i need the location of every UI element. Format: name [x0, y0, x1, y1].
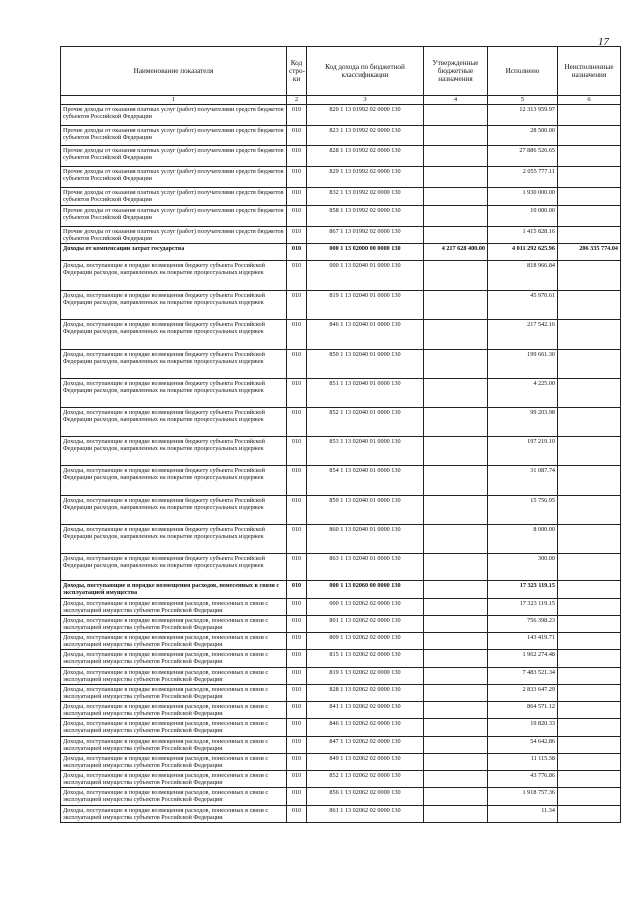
- indicator-cell: Прочие доходы от оказания платных услуг (работ) получателями средств бюджетов субъектов Российской Федерации: [61, 167, 287, 188]
- approved-cell: [424, 667, 488, 684]
- indicator-cell: Доходы, поступающие в порядке возмещения расходов, понесенных в связи с эксплуатацией имущества субъектов Российской Федерации: [61, 615, 287, 632]
- indicator-cell: Доходы, поступающие в порядке возмещения бюджету субъекта Российской Федерации расходов, направленных на покрытие процессуальных издержек: [61, 291, 287, 320]
- executed-cell: 11.34: [488, 805, 558, 822]
- approved-cell: [424, 633, 488, 650]
- table-row: [61, 805, 621, 822]
- table-row: [61, 466, 621, 496]
- unexecuted-cell: [558, 188, 621, 206]
- indicator-cell: Доходы, поступающие в порядке возмещения расходов, понесенных в связи с эксплуатацией имущества субъектов Российской Федерации: [61, 788, 287, 805]
- income-code-cell: 819 1 13 02062 02 0000 130: [307, 667, 424, 684]
- line-code-cell: 010: [287, 650, 307, 667]
- approved-cell: [424, 261, 488, 291]
- indicator-cell: Доходы, поступающие в порядке возмещения расходов, понесенных в связи с эксплуатацией имущества субъектов Российской Федерации: [61, 805, 287, 822]
- income-code-cell: 867 1 13 01992 02 0000 130: [307, 227, 424, 244]
- column-header-indicator: Наименование показателя: [61, 47, 287, 96]
- line-code-cell: 010: [287, 684, 307, 701]
- line-code-cell: 010: [287, 496, 307, 525]
- line-code-cell: 010: [287, 320, 307, 350]
- table-row: [61, 105, 621, 126]
- approved-cell: [424, 379, 488, 408]
- table-row: [61, 753, 621, 770]
- approved-cell: [424, 408, 488, 437]
- income-code-cell: 847 1 13 02062 02 0000 130: [307, 736, 424, 753]
- approved-cell: [424, 206, 488, 227]
- executed-cell: 199 661.30: [488, 350, 558, 379]
- executed-cell: 864 571.12: [488, 702, 558, 719]
- income-code-cell: 852 1 13 02062 02 0000 130: [307, 771, 424, 788]
- indicator-cell: Доходы, поступающие в порядке возмещения бюджету субъекта Российской Федерации расходов, направленных на покрытие процессуальных издержек: [61, 554, 287, 581]
- column-number: 4: [424, 96, 488, 105]
- unexecuted-cell: [558, 525, 621, 554]
- indicator-cell: Прочие доходы от оказания платных услуг (работ) получателями средств бюджетов субъектов Российской Федерации: [61, 188, 287, 206]
- table-row: [61, 146, 621, 167]
- unexecuted-cell: [558, 684, 621, 701]
- indicator-cell: Доходы, поступающие в порядке возмещения расходов, понесенных в связи с эксплуатацией имущества субъектов Российской Федерации: [61, 684, 287, 701]
- approved-cell: [424, 771, 488, 788]
- line-code-cell: 010: [287, 105, 307, 126]
- unexecuted-cell: [558, 437, 621, 466]
- unexecuted-cell: [558, 633, 621, 650]
- approved-cell: [424, 126, 488, 146]
- executed-cell: 12 313 959.97: [488, 105, 558, 126]
- approved-cell: [424, 188, 488, 206]
- line-code-cell: 010: [287, 771, 307, 788]
- line-code-cell: 010: [287, 379, 307, 408]
- executed-cell: 45 970.61: [488, 291, 558, 320]
- income-code-cell: 809 1 13 02062 02 0000 130: [307, 633, 424, 650]
- table-row: [61, 244, 621, 261]
- line-code-cell: 010: [287, 702, 307, 719]
- unexecuted-cell: [558, 598, 621, 615]
- indicator-cell: Доходы, поступающие в порядке возмещения расходов, понесенных в связи с эксплуатацией имущества: [61, 581, 287, 598]
- table-row: [61, 496, 621, 525]
- indicator-cell: Прочие доходы от оказания платных услуг (работ) получателями средств бюджетов субъектов Российской Федерации: [61, 105, 287, 126]
- executed-cell: 15 756.95: [488, 496, 558, 525]
- table-row: [61, 702, 621, 719]
- executed-cell: 217 542.16: [488, 320, 558, 350]
- income-code-cell: 849 1 13 02062 02 0000 130: [307, 753, 424, 770]
- approved-cell: [424, 650, 488, 667]
- executed-cell: 7 483 521.34: [488, 667, 558, 684]
- line-code-cell: 010: [287, 554, 307, 581]
- income-code-cell: 846 1 13 02062 02 0000 130: [307, 719, 424, 736]
- table-row: [61, 188, 621, 206]
- unexecuted-cell: [558, 788, 621, 805]
- approved-cell: [424, 167, 488, 188]
- line-code-cell: 010: [287, 719, 307, 736]
- column-header-line-code: Код стро-ки: [287, 47, 307, 96]
- approved-cell: [424, 702, 488, 719]
- table-row: [61, 771, 621, 788]
- indicator-cell: Доходы, поступающие в порядке возмещения расходов, понесенных в связи с эксплуатацией имущества субъектов Российской Федерации: [61, 667, 287, 684]
- executed-cell: 10 000.00: [488, 206, 558, 227]
- column-header-unexecuted: Неисполненные назначения: [558, 47, 621, 96]
- income-code-cell: 828 1 13 02062 02 0000 130: [307, 684, 424, 701]
- table-row: [61, 408, 621, 437]
- line-code-cell: 010: [287, 615, 307, 632]
- line-code-cell: 010: [287, 350, 307, 379]
- approved-cell: [424, 146, 488, 167]
- table-row: [61, 554, 621, 581]
- executed-cell: 143 419.71: [488, 633, 558, 650]
- indicator-cell: Доходы, поступающие в порядке возмещения расходов, понесенных в связи с эксплуатацией имущества субъектов Российской Федерации: [61, 650, 287, 667]
- line-code-cell: 010: [287, 227, 307, 244]
- executed-cell: 2 833 647.29: [488, 684, 558, 701]
- indicator-cell: Доходы, поступающие в порядке возмещения бюджету субъекта Российской Федерации расходов, направленных на покрытие процессуальных издержек: [61, 379, 287, 408]
- executed-cell: 99 203.98: [488, 408, 558, 437]
- table-row: [61, 650, 621, 667]
- unexecuted-cell: [558, 615, 621, 632]
- unexecuted-cell: [558, 581, 621, 598]
- approved-cell: [424, 598, 488, 615]
- executed-cell: 2 055 777.11: [488, 167, 558, 188]
- income-code-cell: 860 1 13 02040 01 0000 130: [307, 525, 424, 554]
- executed-cell: 1 930 000.00: [488, 188, 558, 206]
- line-code-cell: 010: [287, 736, 307, 753]
- column-number-row: [61, 96, 621, 105]
- approved-cell: [424, 496, 488, 525]
- table-row: [61, 667, 621, 684]
- indicator-cell: Доходы, поступающие в порядке возмещения бюджету субъекта Российской Федерации расходов, направленных на покрытие процессуальных издержек: [61, 350, 287, 379]
- income-code-cell: 819 1 13 02040 01 0000 130: [307, 291, 424, 320]
- line-code-cell: 010: [287, 206, 307, 227]
- column-number: 2: [287, 96, 307, 105]
- executed-cell: 4 011 292 625.96: [488, 244, 558, 261]
- line-code-cell: 010: [287, 408, 307, 437]
- income-code-cell: 000 1 13 02040 01 0000 130: [307, 261, 424, 291]
- line-code-cell: 010: [287, 753, 307, 770]
- page-number: 17: [598, 36, 609, 48]
- table-row: [61, 261, 621, 291]
- table-row: [61, 350, 621, 379]
- approved-cell: [424, 581, 488, 598]
- executed-cell: 756 398.23: [488, 615, 558, 632]
- income-code-cell: 853 1 13 02040 01 0000 130: [307, 437, 424, 466]
- table-row: [61, 736, 621, 753]
- unexecuted-cell: [558, 496, 621, 525]
- executed-cell: 27 886 526.65: [488, 146, 558, 167]
- approved-cell: [424, 615, 488, 632]
- column-number: 6: [558, 96, 621, 105]
- unexecuted-cell: [558, 466, 621, 496]
- indicator-cell: Доходы, поступающие в порядке возмещения расходов, понесенных в связи с эксплуатацией имущества субъектов Российской Федерации: [61, 753, 287, 770]
- approved-cell: [424, 719, 488, 736]
- unexecuted-cell: [558, 105, 621, 126]
- income-code-cell: 859 1 13 02040 01 0000 130: [307, 496, 424, 525]
- unexecuted-cell: 206 335 774.04: [558, 244, 621, 261]
- unexecuted-cell: [558, 702, 621, 719]
- indicator-cell: Доходы, поступающие в порядке возмещения бюджету субъекта Российской Федерации расходов, направленных на покрытие процессуальных издержек: [61, 320, 287, 350]
- executed-cell: 300.00: [488, 554, 558, 581]
- line-code-cell: 010: [287, 466, 307, 496]
- executed-cell: 19 820.33: [488, 719, 558, 736]
- column-header-income-code: Код дохода по бюджетной классификации: [307, 47, 424, 96]
- approved-cell: [424, 554, 488, 581]
- income-code-cell: 851 1 13 02040 01 0000 130: [307, 379, 424, 408]
- unexecuted-cell: [558, 320, 621, 350]
- executed-cell: 28 500.00: [488, 126, 558, 146]
- income-code-cell: 846 1 13 02040 01 0000 130: [307, 320, 424, 350]
- line-code-cell: 010: [287, 633, 307, 650]
- budget-execution-table: [60, 46, 621, 823]
- line-code-cell: 010: [287, 437, 307, 466]
- unexecuted-cell: [558, 350, 621, 379]
- table-body: [61, 105, 621, 823]
- column-header-executed: Исполнено: [488, 47, 558, 96]
- table-row: [61, 227, 621, 244]
- table-row: [61, 291, 621, 320]
- indicator-cell: Доходы от компенсации затрат государства: [61, 244, 287, 261]
- line-code-cell: 010: [287, 167, 307, 188]
- income-code-cell: 820 1 13 01992 02 0000 130: [307, 105, 424, 126]
- indicator-cell: Доходы, поступающие в порядке возмещения бюджету субъекта Российской Федерации расходов, направленных на покрытие процессуальных издержек: [61, 261, 287, 291]
- table-row: [61, 206, 621, 227]
- line-code-cell: 010: [287, 788, 307, 805]
- unexecuted-cell: [558, 227, 621, 244]
- indicator-cell: Прочие доходы от оказания платных услуг (работ) получателями средств бюджетов субъектов Российской Федерации: [61, 126, 287, 146]
- executed-cell: 4 225.00: [488, 379, 558, 408]
- unexecuted-cell: [558, 667, 621, 684]
- table-row: [61, 320, 621, 350]
- line-code-cell: 010: [287, 598, 307, 615]
- approved-cell: [424, 736, 488, 753]
- unexecuted-cell: [558, 805, 621, 822]
- unexecuted-cell: [558, 554, 621, 581]
- income-code-cell: 829 1 13 01992 02 0000 130: [307, 167, 424, 188]
- table-row: [61, 437, 621, 466]
- line-code-cell: 010: [287, 291, 307, 320]
- unexecuted-cell: [558, 379, 621, 408]
- executed-cell: 43 776.86: [488, 771, 558, 788]
- table-row: [61, 684, 621, 701]
- table-row: [61, 126, 621, 146]
- column-number: 3: [307, 96, 424, 105]
- unexecuted-cell: [558, 291, 621, 320]
- table-row: [61, 719, 621, 736]
- unexecuted-cell: [558, 206, 621, 227]
- unexecuted-cell: [558, 650, 621, 667]
- line-code-cell: 010: [287, 581, 307, 598]
- unexecuted-cell: [558, 736, 621, 753]
- table-row: [61, 379, 621, 408]
- table-row: [61, 615, 621, 632]
- executed-cell: 31 087.74: [488, 466, 558, 496]
- line-code-cell: 010: [287, 244, 307, 261]
- indicator-cell: Доходы, поступающие в порядке возмещения расходов, понесенных в связи с эксплуатацией имущества субъектов Российской Федерации: [61, 736, 287, 753]
- line-code-cell: 010: [287, 805, 307, 822]
- table-row: [61, 525, 621, 554]
- unexecuted-cell: [558, 753, 621, 770]
- unexecuted-cell: [558, 408, 621, 437]
- income-code-cell: 856 1 13 02062 02 0000 130: [307, 788, 424, 805]
- income-code-cell: 858 1 13 01992 02 0000 130: [307, 206, 424, 227]
- approved-cell: [424, 227, 488, 244]
- executed-cell: 1 918 757.36: [488, 788, 558, 805]
- column-number: 1: [61, 96, 287, 105]
- income-code-cell: 863 1 13 02040 01 0000 130: [307, 554, 424, 581]
- unexecuted-cell: [558, 261, 621, 291]
- indicator-cell: Доходы, поступающие в порядке возмещения расходов, понесенных в связи с эксплуатацией имущества субъектов Российской Федерации: [61, 633, 287, 650]
- income-code-cell: 000 1 13 02062 02 0000 130: [307, 598, 424, 615]
- executed-cell: 17 323 119.15: [488, 581, 558, 598]
- indicator-cell: Доходы, поступающие в порядке возмещения бюджету субъекта Российской Федерации расходов, направленных на покрытие процессуальных издержек: [61, 466, 287, 496]
- table-row: [61, 633, 621, 650]
- unexecuted-cell: [558, 771, 621, 788]
- approved-cell: [424, 291, 488, 320]
- approved-cell: [424, 320, 488, 350]
- executed-cell: 8 000.00: [488, 525, 558, 554]
- unexecuted-cell: [558, 719, 621, 736]
- executed-cell: 197 219.10: [488, 437, 558, 466]
- line-code-cell: 010: [287, 261, 307, 291]
- income-code-cell: 854 1 13 02040 01 0000 130: [307, 466, 424, 496]
- executed-cell: 818 966.84: [488, 261, 558, 291]
- line-code-cell: 010: [287, 525, 307, 554]
- approved-cell: [424, 350, 488, 379]
- executed-cell: 1 415 828.16: [488, 227, 558, 244]
- income-code-cell: 841 1 13 02062 02 0000 130: [307, 702, 424, 719]
- table-row: [61, 788, 621, 805]
- income-code-cell: 815 1 13 02062 02 0000 130: [307, 650, 424, 667]
- approved-cell: [424, 788, 488, 805]
- income-code-cell: 832 1 13 01992 02 0000 130: [307, 188, 424, 206]
- income-code-cell: 850 1 13 02040 01 0000 130: [307, 350, 424, 379]
- approved-cell: [424, 753, 488, 770]
- approved-cell: [424, 466, 488, 496]
- income-code-cell: 801 1 13 02062 02 0000 130: [307, 615, 424, 632]
- unexecuted-cell: [558, 146, 621, 167]
- indicator-cell: Доходы, поступающие в порядке возмещения бюджету субъекта Российской Федерации расходов, направленных на покрытие процессуальных издержек: [61, 437, 287, 466]
- line-code-cell: 010: [287, 667, 307, 684]
- unexecuted-cell: [558, 126, 621, 146]
- table-row: [61, 167, 621, 188]
- line-code-cell: 010: [287, 146, 307, 167]
- approved-cell: [424, 805, 488, 822]
- indicator-cell: Доходы, поступающие в порядке возмещения бюджету субъекта Российской Федерации расходов, направленных на покрытие процессуальных издержек: [61, 525, 287, 554]
- approved-cell: [424, 437, 488, 466]
- approved-cell: [424, 525, 488, 554]
- indicator-cell: Прочие доходы от оказания платных услуг (работ) получателями средств бюджетов субъектов Российской Федерации: [61, 146, 287, 167]
- indicator-cell: Доходы, поступающие в порядке возмещения бюджету субъекта Российской Федерации расходов, направленных на покрытие процессуальных издержек: [61, 408, 287, 437]
- line-code-cell: 010: [287, 126, 307, 146]
- table-row: [61, 598, 621, 615]
- table-header-row: [61, 47, 621, 96]
- income-code-cell: 828 1 13 01992 02 0000 130: [307, 146, 424, 167]
- approved-cell: [424, 105, 488, 126]
- income-code-cell: 852 1 13 02040 01 0000 130: [307, 408, 424, 437]
- income-code-cell: 823 1 13 01992 02 0000 130: [307, 126, 424, 146]
- column-header-approved: Утвержденные бюджетные назначения: [424, 47, 488, 96]
- income-code-cell: 000 1 13 02060 00 0000 130: [307, 581, 424, 598]
- indicator-cell: Доходы, поступающие в порядке возмещения расходов, понесенных в связи с эксплуатацией имущества субъектов Российской Федерации: [61, 719, 287, 736]
- approved-cell: [424, 684, 488, 701]
- indicator-cell: Доходы, поступающие в порядке возмещения расходов, понесенных в связи с эксплуатацией имущества субъектов Российской Федерации: [61, 598, 287, 615]
- executed-cell: 17 323 119.15: [488, 598, 558, 615]
- line-code-cell: 010: [287, 188, 307, 206]
- income-code-cell: 861 1 13 02062 02 0000 130: [307, 805, 424, 822]
- indicator-cell: Прочие доходы от оказания платных услуг (работ) получателями средств бюджетов субъектов Российской Федерации: [61, 206, 287, 227]
- table-row: [61, 581, 621, 598]
- indicator-cell: Доходы, поступающие в порядке возмещения расходов, понесенных в связи с эксплуатацией имущества субъектов Российской Федерации: [61, 702, 287, 719]
- indicator-cell: Доходы, поступающие в порядке возмещения бюджету субъекта Российской Федерации расходов, направленных на покрытие процессуальных издержек: [61, 496, 287, 525]
- executed-cell: 1 962 274.48: [488, 650, 558, 667]
- indicator-cell: Прочие доходы от оказания платных услуг (работ) получателями средств бюджетов субъектов Российской Федерации: [61, 227, 287, 244]
- executed-cell: 54 642.86: [488, 736, 558, 753]
- indicator-cell: Доходы, поступающие в порядке возмещения расходов, понесенных в связи с эксплуатацией имущества субъектов Российской Федерации: [61, 771, 287, 788]
- income-code-cell: 000 1 13 02000 00 0000 130: [307, 244, 424, 261]
- column-number: 5: [488, 96, 558, 105]
- approved-cell: 4 217 628 400.00: [424, 244, 488, 261]
- unexecuted-cell: [558, 167, 621, 188]
- executed-cell: 11 115.38: [488, 753, 558, 770]
